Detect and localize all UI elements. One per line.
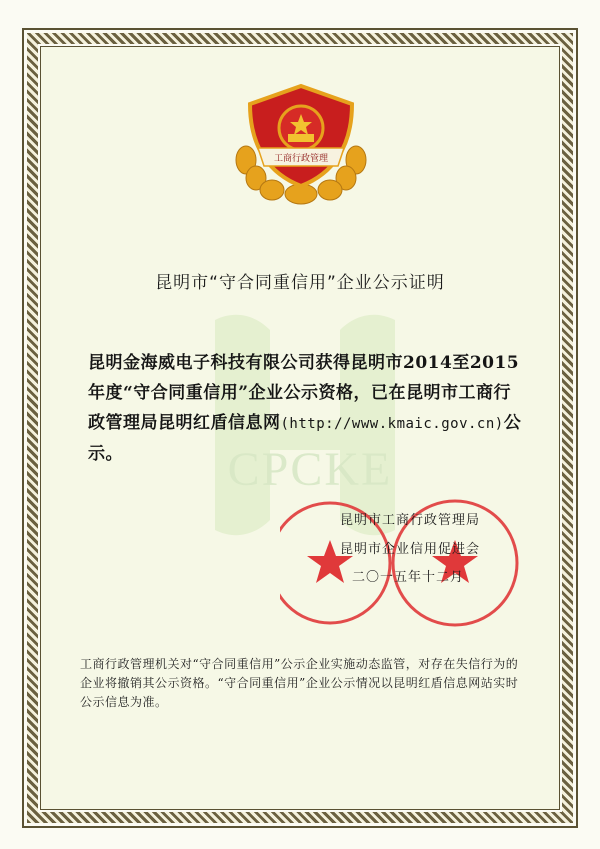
issue-date: 二〇一五年十二月 — [352, 570, 465, 585]
footnote: 工商行政管理机关对“守合同重信用”公示企业实施动态监管，对存在失信行为的企业将撤销其公示资格。“守合同重信用”企业公示情况以昆明红盾信息网站实时公示信息为准。 — [80, 657, 519, 709]
body-text-part-1: 获得昆明市2014至2015年度“守合同重信用”企业公示资格，已在昆明市工商行政管理局昆明红盾信息网 — [88, 353, 520, 433]
watermark-text: CPCKE — [227, 443, 393, 496]
certificate-body — [88, 348, 528, 469]
body-text-part-2: 公示。 — [88, 413, 522, 464]
website-url: (http://www.kmaic.gov.cn) — [280, 416, 504, 432]
emblem-banner-text: 工商行政管理 — [273, 154, 329, 164]
issuer-aic: 昆明市工商行政管理局 — [340, 513, 481, 528]
certificate-title: 昆明市“守合同重信用”企业公示证明 — [155, 273, 445, 293]
issuer-credit-association: 昆明市企业信用促进会 — [340, 542, 481, 557]
aic-emblem-icon — [228, 78, 374, 206]
company-name: 昆明金海威电子科技有限公司 — [88, 353, 316, 373]
